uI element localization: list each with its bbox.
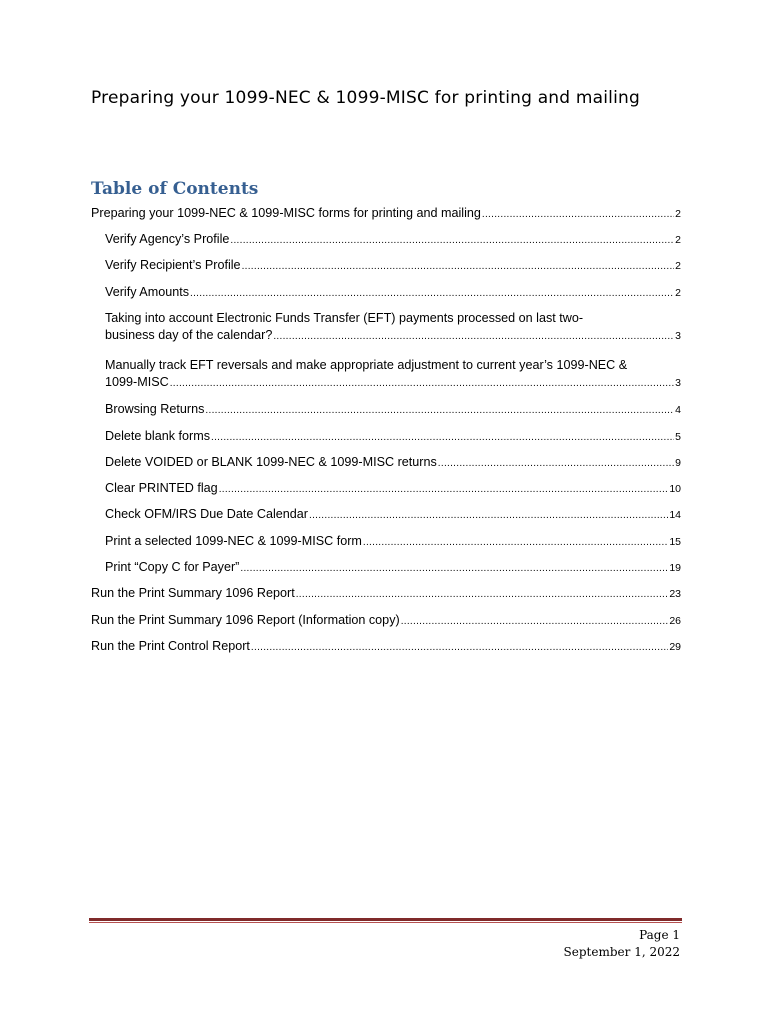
toc-entry-label-line2: 1099-MISC: [105, 375, 169, 389]
page-title: Preparing your 1099-NEC & 1099-MISC for printing and mailing: [91, 88, 640, 108]
dot-leader: [170, 375, 674, 392]
toc-page-number: 2: [675, 287, 681, 299]
footer-divider-thick: [89, 918, 682, 921]
footer-divider-thin: [89, 922, 682, 923]
toc-entry-label: Delete blank forms: [105, 429, 210, 443]
toc-entry[interactable]: [105, 310, 681, 344]
toc-entry-label: Clear PRINTED flag: [105, 481, 218, 495]
toc-entry-label: Preparing your 1099-NEC & 1099-MISC forms for printing and mailing: [91, 206, 481, 220]
toc-page-number: 3: [675, 330, 681, 342]
toc-page-number: 19: [669, 562, 681, 574]
dot-leader: [190, 285, 674, 302]
toc-entry-label: Print “Copy C for Payer”: [105, 560, 240, 574]
dot-leader: [273, 328, 674, 345]
dot-leader: [219, 481, 669, 498]
toc-entry[interactable]: [105, 357, 681, 391]
toc-page-number: 9: [675, 457, 681, 469]
toc-entry-label-line2: business day of the calendar?: [105, 328, 273, 342]
dot-leader: [205, 402, 674, 419]
toc-page-number: 2: [675, 234, 681, 246]
toc-page-number: 5: [675, 431, 681, 443]
toc-entry[interactable]: [105, 231, 681, 248]
toc-entry-label: Verify Agency’s Profile: [105, 232, 230, 246]
toc-entry[interactable]: [91, 585, 681, 602]
dot-leader: [309, 507, 668, 524]
toc-entry[interactable]: [105, 454, 681, 471]
toc-page-number: 14: [669, 509, 681, 521]
toc-entry[interactable]: [105, 533, 681, 550]
dot-leader: [363, 534, 668, 551]
toc-entry[interactable]: [105, 428, 681, 445]
footer-page-number: Page 1: [639, 928, 680, 942]
toc-entry-label: Run the Print Control Report: [91, 639, 250, 653]
dot-leader: [211, 429, 674, 446]
toc-page-number: 26: [669, 615, 681, 627]
toc-page-number: 3: [675, 377, 681, 389]
toc-page-number: 2: [675, 260, 681, 272]
toc-entry[interactable]: [105, 506, 681, 523]
toc-page-number: 4: [675, 404, 681, 416]
toc-entry[interactable]: [91, 638, 681, 655]
dot-leader: [251, 639, 668, 656]
dot-leader: [482, 206, 674, 223]
toc-entry-label-line1: Manually track EFT reversals and make appropriate adjustment to current year’s 1099-NEC &: [105, 358, 628, 372]
toc-entry[interactable]: [91, 612, 681, 629]
dot-leader: [296, 586, 669, 603]
toc-page-number: 15: [669, 536, 681, 548]
toc-page-number: 2: [675, 208, 681, 220]
toc-entry[interactable]: [105, 559, 681, 576]
toc-entry[interactable]: [105, 257, 681, 274]
dot-leader: [230, 232, 674, 249]
dot-leader: [242, 258, 675, 275]
dot-leader: [438, 455, 674, 472]
toc-entry-label: Run the Print Summary 1096 Report (Information copy): [91, 613, 400, 627]
toc-entry-label: Print a selected 1099-NEC & 1099-MISC form: [105, 534, 362, 548]
dot-leader: [240, 560, 668, 577]
toc-page-number: 23: [669, 588, 681, 600]
toc-entry-label: Verify Recipient’s Profile: [105, 258, 241, 272]
toc-entry-label: Run the Print Summary 1096 Report: [91, 586, 295, 600]
toc-heading: Table of Contents: [91, 179, 259, 199]
toc-entry-label-line1: Taking into account Electronic Funds Transfer (EFT) payments processed on last two-: [105, 311, 584, 325]
toc-page-number: 29: [669, 641, 681, 653]
footer-date: September 1, 2022: [563, 945, 680, 959]
toc-page-number: 10: [669, 483, 681, 495]
toc-entry-label: Delete VOIDED or BLANK 1099-NEC & 1099-MISC returns: [105, 455, 437, 469]
toc-entry[interactable]: [91, 205, 681, 222]
footer-divider: [89, 918, 682, 924]
toc-entry[interactable]: [105, 480, 681, 497]
toc-entry[interactable]: [105, 401, 681, 418]
toc-entry-label: Verify Amounts: [105, 285, 189, 299]
dot-leader: [401, 613, 669, 630]
toc-entry-label: Browsing Returns: [105, 402, 205, 416]
toc-entry[interactable]: [105, 284, 681, 301]
toc-entry-label: Check OFM/IRS Due Date Calendar: [105, 507, 308, 521]
